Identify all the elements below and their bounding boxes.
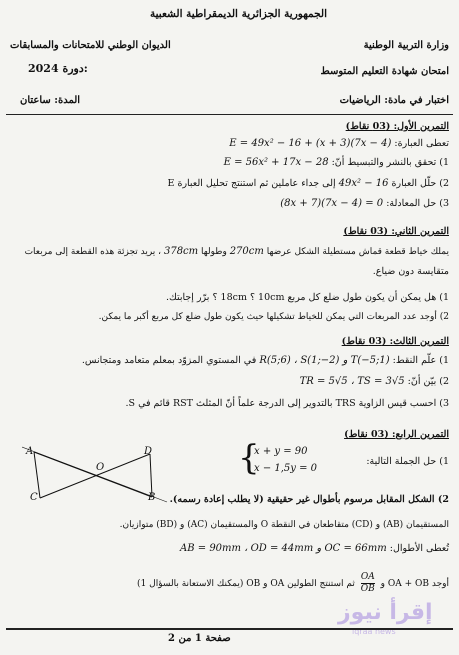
header-divider: [6, 114, 453, 115]
point-d-label: D: [144, 446, 153, 457]
ex3-q2-text: 2) بيّن أنّ:: [407, 376, 449, 387]
watermark-logo: إقرأ نيوز: [338, 600, 433, 625]
ex2-p1-a: يملك خياط قطعة قماش مستطيلة الشكل عرضها: [266, 247, 449, 257]
system-eq-1: x + y = 90: [254, 446, 308, 457]
system-eq-2: x − 1,5y = 0: [254, 463, 318, 474]
ex1-q1: [224, 157, 449, 168]
page-number: صفحة 1 من 2: [168, 633, 231, 644]
footer-divider: [6, 628, 453, 630]
ex1-q3-text: 3) حل المعادلة:: [386, 198, 449, 209]
ex2-q2: 2) أوجد عدد المربعات التي يمكن للخياط تشكيلها حيث يكون طول ضلع كل مربع أكبر ما يمكن.: [98, 312, 449, 322]
duration: [20, 95, 80, 106]
session: [28, 62, 88, 75]
ex4-p3-text-a: أوجد OA + OB و: [380, 579, 449, 589]
line-bd: [150, 454, 152, 497]
ex2-title: التمرين الثاني: (03 نقاط): [343, 226, 449, 237]
ex4-fraction: [361, 572, 375, 595]
ex4-lengths: AB = 90mm ، OD = 44mm و OC = 66mm: [180, 543, 387, 554]
ex4-p3-text-b: ثم استنتج الطولين OA و OB (يمكنك الاستعانة بالسؤال 1): [137, 579, 355, 589]
ex1-given-label: تعطى العبارة:: [394, 138, 449, 149]
ex2-length: 378cm: [163, 246, 199, 257]
office-label: الديوان الوطني للامتحانات والمسابقات: [10, 40, 171, 51]
ex3-q1: [82, 355, 449, 366]
point-c-label: C: [30, 492, 38, 503]
ex1-q3: [280, 198, 449, 209]
ex2-width: 270cm: [229, 246, 264, 257]
duration-value: ساعتان: [20, 95, 51, 106]
ex4-paragraph-1: المستقيمان (AB) و (CD) متقاطعان في النقطة O والمستقيمان (AC) و (BD) متوازيان.: [119, 520, 449, 530]
ex4-paragraph-3: [137, 572, 449, 595]
subject: [340, 95, 449, 106]
ex1-q2-expression: 49x² − 16: [338, 178, 389, 189]
ex2-q1: 1) هل يمكن أن يكون طول ضلع كل مربع 10cm ؟ 18cm ؟ برّر إجابتك.: [166, 292, 449, 303]
exam-label: امتحان شهادة التعليم المتوسط: [320, 66, 449, 77]
republic-title: الجمهورية الجزائرية الديمقراطية الشعبية: [150, 8, 328, 20]
ex3-q2-expression: TR = 5√5 ، TS = 3√5: [299, 376, 405, 387]
ex3-title: التمرين الثالث: (03 نقاط): [341, 336, 449, 347]
line-ab: [34, 452, 152, 497]
ex1-title: التمرين الأول: (03 نقاط): [345, 121, 449, 132]
ex2-p1-b: وطولها: [201, 247, 227, 257]
ex3-q1-text-a: 1) علّم النقط:: [392, 355, 449, 366]
system-brace: {: [238, 438, 260, 478]
duration-label: المدة:: [54, 95, 81, 106]
ex3-q1-text-b: في المستوي المزوّد بمعلم متعامد ومتجانس.: [81, 355, 257, 366]
ex3-q3: 3) احسب قيس الزاوية TRS بالتدوير إلى الدرجة علماً أنّ المثلث RST قائم في S.: [125, 398, 449, 409]
ex4-system: [238, 438, 338, 478]
point-b-label: B: [148, 492, 156, 503]
ex4-title: التمرين الرابع: (03 نقاط): [344, 429, 449, 440]
subject-name: الرياضيات: [339, 95, 381, 106]
ex2-paragraph-2: متقايسة دون ضياع.: [372, 266, 449, 277]
ex1-q2-text-b: إلى جداء عاملين ثم استنتج تحليل العبارة E: [167, 178, 336, 189]
subject-label: اختبار في مادة:: [384, 95, 449, 106]
point-a-label: A: [26, 446, 34, 457]
ex1-q1-expression: E = 56x² + 17x − 28: [223, 157, 329, 168]
ex4-p2-text: تُعطى الأطوال:: [389, 543, 449, 554]
ex4-paragraph-2: [180, 543, 449, 554]
fraction-numerator: OA: [360, 572, 375, 582]
ex3-points: R(5;6) ، S(1;−2) و T(−5;1): [259, 355, 390, 366]
ex1-given: [229, 138, 449, 149]
ex4-q2: 2) الشكل المقابل مرسوم بأطوال غير حقيقية (لا يطلب إعادة رسمه).: [169, 494, 449, 505]
ex1-expression: E = 49x² − 16 + (x + 3)(7x − 4): [229, 138, 392, 149]
ex1-q3-expression: (8x + 7)(7x − 4) = 0: [280, 198, 384, 209]
ex2-paragraph-1: [25, 246, 449, 257]
watermark-subtitle: iqraa news: [352, 627, 396, 636]
ex1-q2-text-a: 2) حلّل العبارة: [391, 178, 449, 189]
fraction-denominator: OB: [360, 584, 375, 594]
ministry-label: وزارة التربية الوطنية: [363, 40, 449, 51]
session-label: دورة:: [62, 62, 88, 75]
session-year: 2024: [28, 62, 59, 75]
ex3-q2: [300, 376, 449, 387]
ex1-q2: [168, 178, 449, 189]
ex4-q1: 1) حل الجملة التالية:: [366, 456, 449, 467]
ex2-p1-c: ، يريد تجزئة هذه القطعة إلى مربعات: [24, 247, 162, 257]
point-o-label: O: [96, 462, 105, 473]
ex1-q1-text: 1) تحقق بالنشر والتبسيط أنّ:: [331, 157, 449, 168]
